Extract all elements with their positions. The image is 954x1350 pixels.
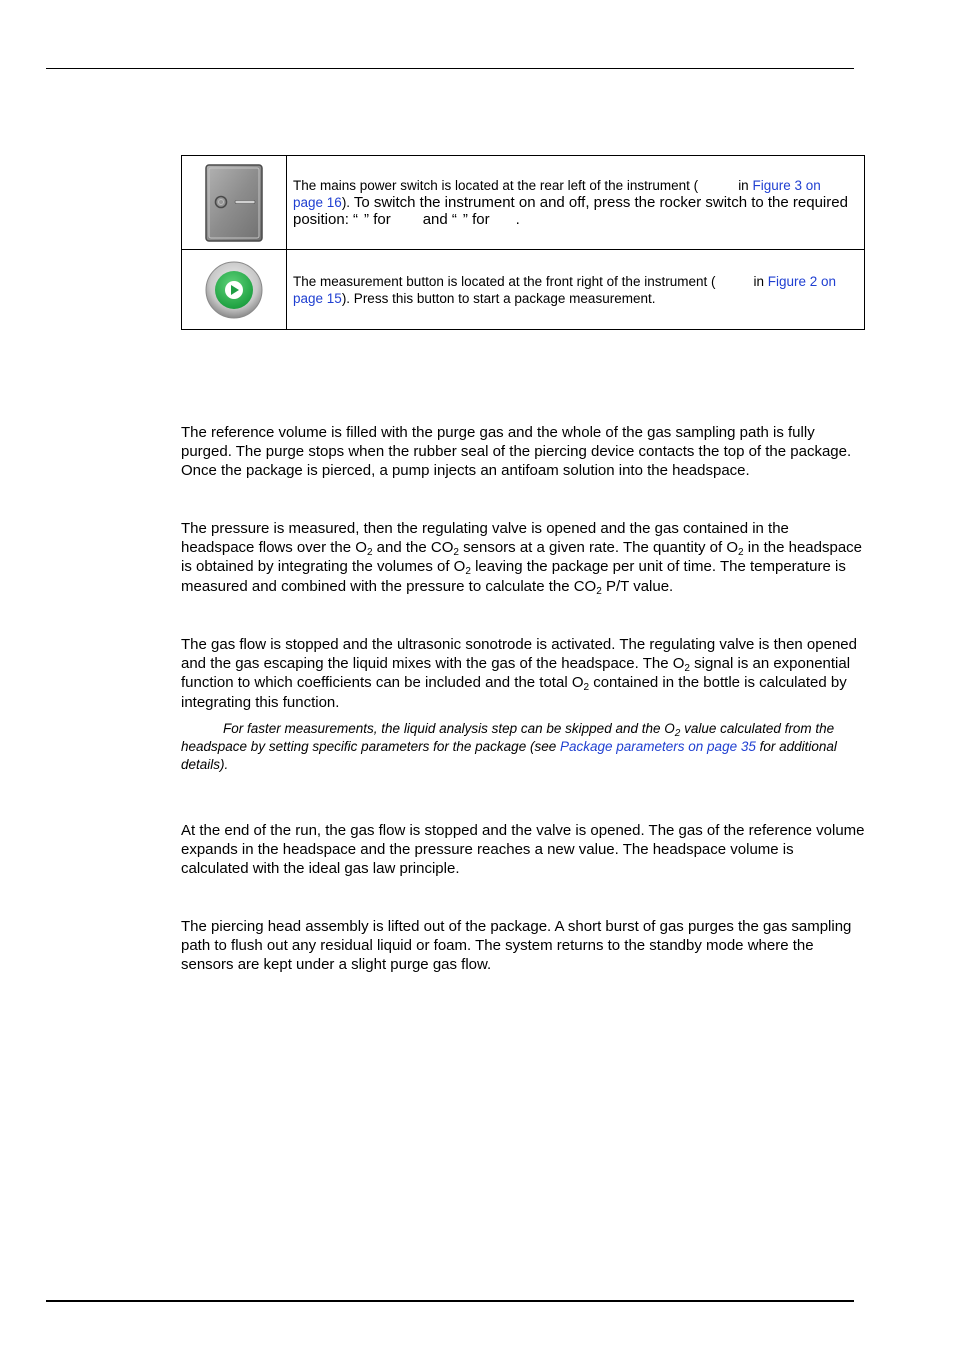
table-row [182, 250, 865, 330]
measurement-button-description: The measurement button is located at the front right of the instrument ( in Figure 2 on page 15). Press this button to start a package measurement. [287, 250, 865, 330]
icon-cell [182, 156, 287, 250]
package-parameters-link[interactable]: Package parameters on page 35 [559, 739, 756, 754]
header-rule [46, 68, 854, 69]
power-switch-description: The mains power switch is located at the rear left of the instrument ( in Figure 3 on page 16). To switch the instrument on and off, press the rocker switch to the required position: “ ” for and “ ” for . [287, 156, 865, 250]
table-row [182, 156, 865, 250]
liquid-step-paragraph: The gas flow is stopped and the ultrasonic sonotrode is activated. The regulating valve is then opened and the gas escaping the liquid mixes with the gas of the headspace. The $O_2$ signal is an exponential function to which coefficients can be included and the total $O_2$ contained in the bottle is calculated by integrating this function. [181, 636, 857, 711]
purge-step-paragraph: The reference volume is filled with the purge gas and the whole of the gas sampling path is fully purged. The purge stops when the rubber seal of the piercing device contacts the top of the package. Once the package is pierced, a pump injects an antifoam solution into the headspace. [181, 424, 852, 480]
measurement-play-button-icon [205, 261, 263, 319]
power-rocker-switch-icon [205, 164, 263, 242]
note-paragraph: For faster measurements, the liquid analysis step can be skipped and the $O_2$ value calculated from the headspace by setting specific parameters for the package (see Package parameters on page 35 for additional details). [181, 721, 837, 772]
figure-3-link[interactable]: Figure 3 on page 16 [293, 178, 821, 210]
headspace-step-paragraph: The pressure is measured, then the regulating valve is opened and the gas contained in the headspace flows over the $O_2$ and the $CO_2$ sensors at a given rate. The quantity of $O_2$ in the headspace is obtained by integrating the volumes of $O_2$ leaving the package per unit of time. The temperature is measured and combined with the pressure to calculate the $CO_2$ P/T value. [181, 520, 863, 597]
icon-cell [182, 250, 287, 330]
finish-step-paragraph: The piercing head assembly is lifted out of the package. A short burst of gas purges the gas sampling path to flush out any residual liquid or foam. The system returns to the standby mode where the sensors are kept under a slight purge gas flow. [181, 918, 852, 974]
volume-step-paragraph: At the end of the run, the gas flow is stopped and the valve is opened. The gas of the reference volume expands in the headspace and the pressure reaches a new value. The headspace volume is calculated with the ideal gas law principle. [181, 822, 865, 878]
figure-2-link[interactable]: Figure 2 on page 15 [293, 273, 837, 306]
controls-table [181, 155, 865, 330]
footer-rule [46, 1300, 854, 1302]
